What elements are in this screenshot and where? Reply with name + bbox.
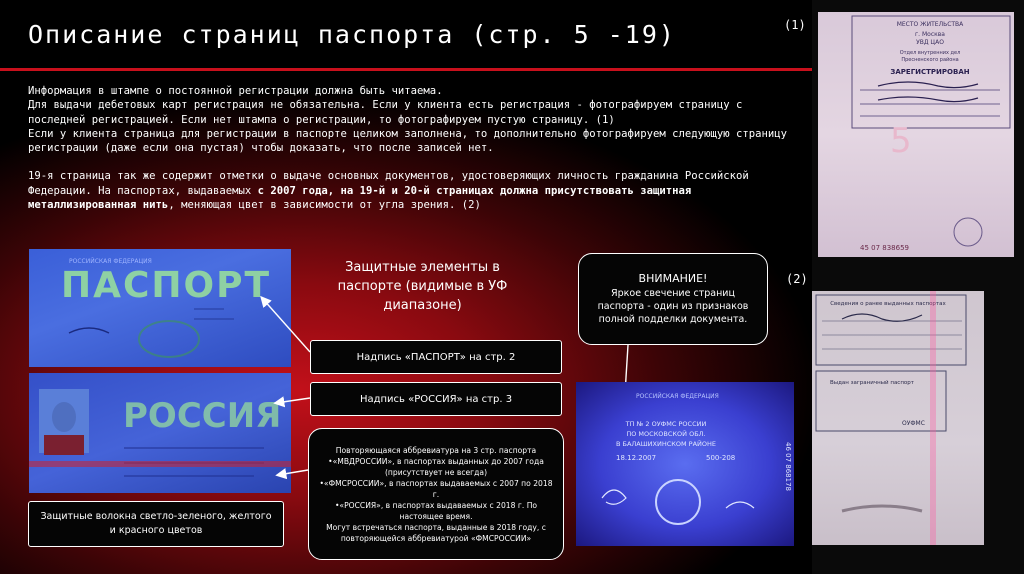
reg-serial: 45 07 838659 xyxy=(860,244,909,252)
paragraph-readable: Информация в штампе о постоянной регистрации должна быть читаема. xyxy=(28,85,443,97)
svg-text:г. Москва: г. Москва xyxy=(915,31,945,38)
arrow-to-russia xyxy=(276,398,310,403)
dept-label: ОУФМС xyxy=(902,420,925,427)
uv-elements-heading: Защитные элементы в паспорте (видимые в УФ диапазоне) xyxy=(337,260,508,313)
callout-abbreviation: Повторяющаяся аббревиатура на 3 стр. паспорта •«МВДРОССИИ», в паспортах выданных до 2007 года (присутствует не всегда) •«ФМСРОССИИ», в паспортах выдаваемых с 2007 по 2018 г. •«РОССИЯ», в паспортах выдаваемых с 2018 г. По настоящее время. Могут встречаться паспорта, выданные в 2018 году, с повторяющейся аббревиатурой «ФМСРОССИИ» xyxy=(308,428,564,560)
svg-text:МЕСТО ЖИТЕЛЬСТВА: МЕСТО ЖИТЕЛЬСТВА xyxy=(896,21,964,28)
security-thread-note: с 2007 года, на 19-й и 20-й страницах должна присутствовать защитная металлизированная нить xyxy=(28,184,692,212)
svg-text:Сведения о ранее выданных пасп: Сведения о ранее выданных паспортах xyxy=(830,301,946,307)
seal-stamp xyxy=(656,480,700,524)
issue-page-photo xyxy=(812,291,984,545)
callout-passport-inscription: Надпись «ПАСПОРТ» на стр. 2 xyxy=(310,340,562,374)
registration-page-photo xyxy=(818,12,1014,257)
page-title: Описание страниц паспорта (стр. 5 -19) xyxy=(28,20,676,49)
svg-text:ТП № 2 ОУФМС РОССИИ: ТП № 2 ОУФМС РОССИИ xyxy=(625,420,707,428)
metallized-thread xyxy=(930,291,936,545)
uv-photo-glowing-page xyxy=(576,382,794,546)
issue-date: 18.12.2007 xyxy=(616,454,657,462)
paragraph-page19: 19-я страница так же содержит отметки о выдаче основных документов, удостоверяющих личность гражданина Российской Федерации. На паспортах, выдаваемых с 2007 года, на 19-й и 20-й страницах должна присутствовать защитная металлизированная нить, меняющая цвет в зависимости от угла зрения. (2) xyxy=(28,170,749,212)
svg-text:ПО МОСКОВСКОЙ ОБЛ.: ПО МОСКОВСКОЙ ОБЛ. xyxy=(626,430,706,438)
svg-text:Отдел внутренних дел: Отдел внутренних дел xyxy=(899,50,961,56)
label-two: (2) xyxy=(786,272,808,286)
page-number: 5 xyxy=(890,121,912,161)
uv-serial: 46 07 868178 xyxy=(784,442,792,491)
label-one: (1) xyxy=(784,18,806,32)
arrow-to-abbrev xyxy=(278,470,308,475)
uv-header: РОССИЙСКАЯ ФЕДЕРАЦИЯ xyxy=(636,393,719,400)
svg-text:Выдан заграничный паспорт: Выдан заграничный паспорт xyxy=(829,380,915,386)
svg-text:Пресненского района: Пресненского района xyxy=(901,57,959,63)
federation-caption: РОССИЙСКАЯ ФЕДЕРАЦИЯ xyxy=(69,258,152,265)
dept-code: 500-208 xyxy=(706,454,736,462)
svg-text:УВД ЦАО: УВД ЦАО xyxy=(916,39,944,46)
callout-russia-inscription: Надпись «РОССИЯ» на стр. 3 xyxy=(310,382,562,416)
callout-security-fibers: Защитные волокна светло-зеленого, желтого и красного цветов xyxy=(28,501,284,547)
paragraph-debit-cards: Для выдачи дебетовых карт регистрация не обязательна. Если у клиента есть регистрация - фотографируем страницу с последней регистрацией. Если нет штампа о регистрации, то фотографируем пустую страницу. (1) xyxy=(28,99,743,126)
uv-passport-word: ПАСПОРТ xyxy=(61,265,272,306)
svg-text:ЗАРЕГИСТРИРОВАН: ЗАРЕГИСТРИРОВАН xyxy=(890,68,970,76)
paragraph-full-page: Если у клиента страница для регистрации в паспорте целиком заполнена, то дополнительно фотографируем следующую страницу регистрации (даже если она пустая) чтобы доказать, что после записей нет. xyxy=(28,127,787,155)
callout-attention: ВНИМАНИЕ! Яркое свечение страниц паспорта - один из признаков полной подделки документа. xyxy=(578,253,768,345)
svg-text:В БАЛАШИХИНСКОМ РАЙОНЕ: В БАЛАШИХИНСКОМ РАЙОНЕ xyxy=(615,440,717,448)
arrow-to-passport xyxy=(262,298,310,352)
uv-russia-word: РОССИЯ xyxy=(123,396,282,436)
